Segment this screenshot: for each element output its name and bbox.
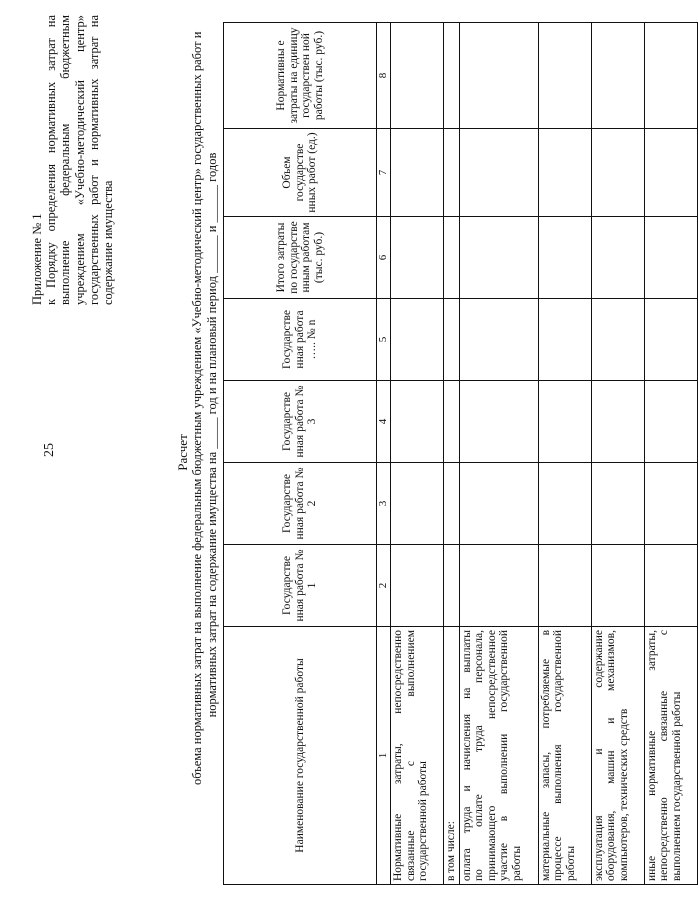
empty-cell <box>591 217 644 299</box>
empty-cell <box>538 129 591 217</box>
row-name-line: работы <box>510 845 523 881</box>
column-number: 1 <box>377 627 391 885</box>
column-header: Нормативны е затраты на единицу государствен ной работы (тыс. руб.) <box>224 23 377 129</box>
empty-cell <box>459 129 538 217</box>
row-name-line: участие в выполнении государственной <box>498 630 510 881</box>
empty-cell <box>644 129 697 217</box>
row-name-cell <box>459 627 538 885</box>
column-number: 8 <box>377 23 391 129</box>
table-row <box>591 23 644 885</box>
table-row <box>444 23 460 885</box>
column-number: 4 <box>377 381 391 463</box>
empty-cell <box>591 299 644 381</box>
empty-cell <box>444 299 460 381</box>
column-number: 2 <box>377 545 391 627</box>
column-header: Государстве нная работа № 1 <box>224 545 377 627</box>
row-name-line: связанные с выполнением <box>404 630 417 881</box>
row-name-line: эксплуатация и содержание <box>592 630 605 881</box>
empty-cell <box>444 217 460 299</box>
column-number: 7 <box>377 129 391 217</box>
row-name-line: Нормативные затраты, непосредственно <box>392 630 404 881</box>
column-header: Наименование государственной работы <box>224 627 377 885</box>
table-row <box>538 23 591 885</box>
empty-cell <box>538 23 591 129</box>
appendix-note <box>30 15 115 305</box>
calculation-heading: Расчет <box>175 434 190 471</box>
empty-cell <box>444 381 460 463</box>
row-name-cell <box>538 627 591 885</box>
row-name-line: работы <box>564 845 577 881</box>
calculation-title-line-1: объема нормативных затрат на выполнение федеральным бюджетным учреждением «Учебно-методический центр» государственных работ и <box>190 31 204 785</box>
table-row <box>391 23 444 885</box>
appendix-line: учреждением «Учебно-методический центр» <box>72 15 87 305</box>
normative-costs-table <box>223 22 698 885</box>
empty-cell <box>538 463 591 545</box>
page-number: 25 <box>42 443 57 457</box>
row-name-line: иные нормативные затраты, <box>645 630 658 881</box>
empty-cell <box>538 545 591 627</box>
empty-cell <box>459 545 538 627</box>
empty-cell <box>391 23 444 129</box>
column-header: Государстве нная работа № 3 <box>224 381 377 463</box>
empty-cell <box>391 545 444 627</box>
appendix-line: содержание имущества <box>101 180 116 305</box>
row-name-line: процессе выполнения государственной <box>552 630 564 881</box>
column-header: Объем государстве нных работ (ед.) <box>224 129 377 217</box>
column-header: Итого затраты по государстве нным работам (тыс. руб.) <box>224 217 377 299</box>
row-name-line: в том числе: <box>445 821 457 881</box>
empty-cell <box>591 23 644 129</box>
empty-cell <box>644 299 697 381</box>
empty-cell <box>391 217 444 299</box>
column-number-row <box>377 23 391 885</box>
row-name-cell <box>591 627 644 885</box>
empty-cell <box>538 299 591 381</box>
table-header-row <box>224 23 377 885</box>
empty-cell <box>644 381 697 463</box>
empty-cell <box>538 381 591 463</box>
empty-cell <box>591 545 644 627</box>
empty-cell <box>459 463 538 545</box>
empty-cell <box>459 23 538 129</box>
appendix-line: к Порядку определения нормативных затрат на <box>44 15 59 305</box>
row-name-line: компьютеров, технических средств <box>617 708 630 881</box>
row-name-line: выполнением государственной работы <box>670 691 683 881</box>
empty-cell <box>444 23 460 129</box>
row-name-cell <box>644 627 697 885</box>
empty-cell <box>391 463 444 545</box>
empty-cell <box>459 217 538 299</box>
appendix-line: выполнение федеральным бюджетным <box>58 15 73 305</box>
row-name-line: оплата труда и начисления на выплаты <box>460 630 473 881</box>
empty-cell <box>644 545 697 627</box>
empty-cell <box>644 23 697 129</box>
empty-cell <box>444 129 460 217</box>
empty-cell <box>391 129 444 217</box>
appendix-line: государственных работ и нормативных затрат на <box>86 15 101 305</box>
row-name-line: государственной работы <box>417 761 429 881</box>
column-number: 5 <box>377 299 391 381</box>
table-row <box>459 23 538 885</box>
row-name-line: непосредственно связанные с <box>658 630 670 881</box>
empty-cell <box>538 217 591 299</box>
empty-cell <box>644 463 697 545</box>
empty-cell <box>644 217 697 299</box>
appendix-line: Приложение № 1 <box>30 213 44 305</box>
empty-cell <box>591 381 644 463</box>
row-name-line: оборудования, машин и механизмов, <box>605 630 617 881</box>
row-name-line: принимающего непосредственное <box>485 630 498 881</box>
table-row <box>644 23 697 885</box>
row-name-line: по оплате труда персонала, <box>473 630 485 881</box>
empty-cell <box>591 463 644 545</box>
empty-cell <box>391 381 444 463</box>
row-name-line: материальные запасы, потребляемые в <box>539 630 552 881</box>
empty-cell <box>391 299 444 381</box>
column-number: 6 <box>377 217 391 299</box>
empty-cell <box>459 299 538 381</box>
row-name-cell <box>391 627 444 885</box>
calculation-title-line-2: нормативных затрат на содержание имущества на _____ год и на плановый период ______ и ______ годов <box>205 152 219 718</box>
empty-cell <box>459 381 538 463</box>
column-header: Государстве нная работа № 2 <box>224 463 377 545</box>
row-name-cell <box>444 627 460 885</box>
empty-cell <box>444 463 460 545</box>
empty-cell <box>591 129 644 217</box>
column-header: Государстве нная работа ….. № n <box>224 299 377 381</box>
empty-cell <box>444 545 460 627</box>
column-number: 3 <box>377 463 391 545</box>
